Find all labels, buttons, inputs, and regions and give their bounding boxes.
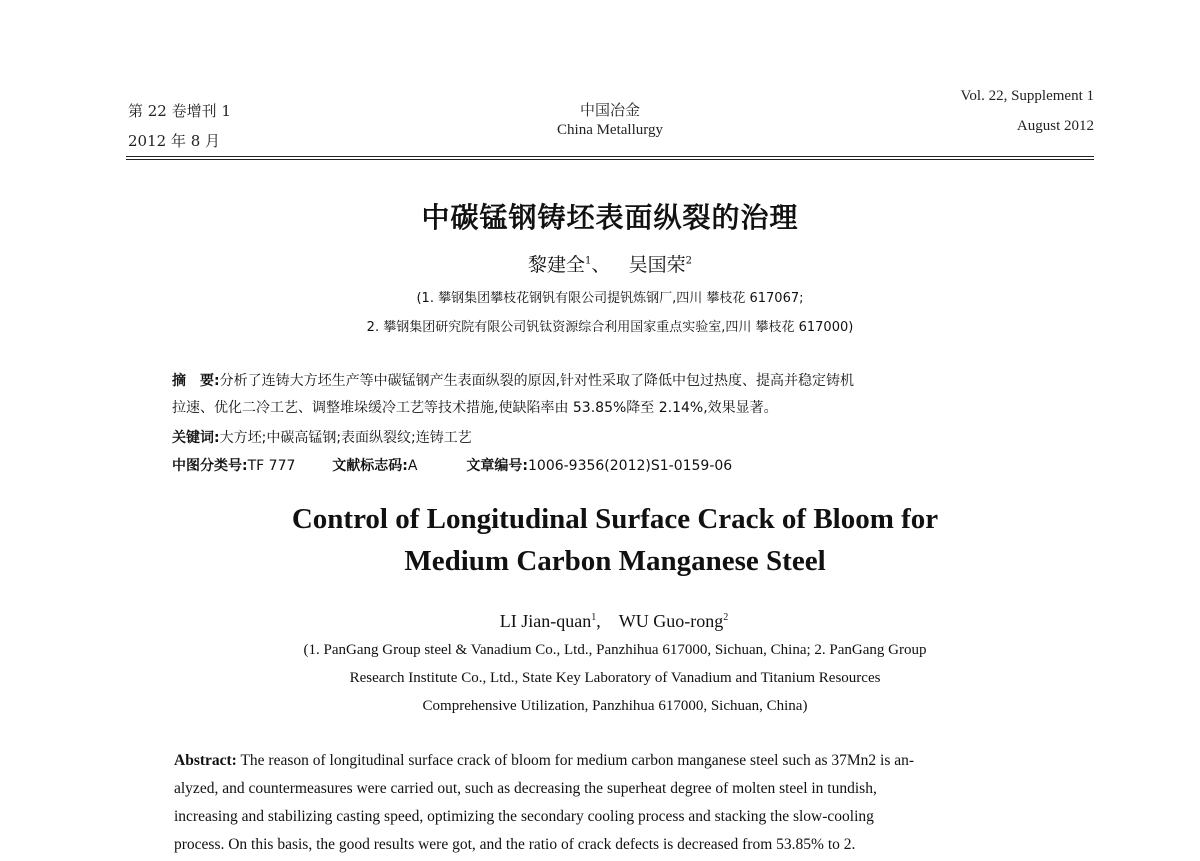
affiliation-mark: 2 [685,255,692,267]
header-rule-bottom [126,159,1094,160]
affiliation-mark: 1 [585,255,592,267]
abstract-cn-line: 拉速、优化二冷工艺、调整堆垛缓冷工艺等技术措施,使缺陷率由 53.85%降至 2.14%,效果显著。 [172,400,778,416]
author-list-cn [0,250,1200,277]
affiliation-mark: 2 [723,612,729,623]
affiliation-en-line: Comprehensive Utilization, Panzhihua 617000, Sichuan, China) [422,698,808,714]
keywords-cn-label: 关键词: [172,430,220,446]
journal-name-cn: 中国冶金 [579,101,640,119]
keywords-cn [172,427,1062,447]
abstract-cn-label: 摘 要: [172,373,220,389]
abstract-en-line: alyzed, and countermeasures were carried out, such as decreasing the superheat degree of molten steel in tundish, [174,780,877,797]
affiliation-en-line: Research Institute Co., Ltd., State Key Laboratory of Vanadium and Titanium Resources [349,670,881,686]
paper-title-cn: 中碳锰钢铸坯表面纵裂的治理 [421,201,799,234]
volume-issue-en: Vol. 22, Supplement 1 [960,88,1094,104]
article-number-value: 1006-9356(2012)S1-0159-06 [528,458,733,474]
volume-issue-cn: 第 22 卷增刊 1 [128,102,231,120]
affiliation-cn-line: 2. 攀钢集团研究院有限公司钒钛资源综合利用国家重点实验室,四川 攀枝花 617000) [366,320,854,335]
abstract-en-label: Abstract: [174,752,237,769]
journal-name-en: China Metallurgy [557,122,663,138]
author-separator: 、 [591,254,611,276]
header-rule-top [126,156,1094,157]
author-list-en [0,611,1200,632]
paper-title-en-line: Medium Carbon Manganese Steel [404,545,826,577]
author-name: WU Guo-rong [618,611,724,631]
affiliation-en-line: (1. PanGang Group steel & Vanadium Co., Ltd., Panzhihua 617000, Sichuan, China; 2. PanGang Group [303,642,927,658]
doc-code-label: 文献标志码: [332,458,408,474]
abstract-cn-line [172,370,1062,390]
author-name: 黎建全 [528,254,586,276]
doc-code-value: A [407,458,418,474]
clc-label: 中图分类号: [172,458,248,474]
date-en: August 2012 [1016,118,1094,134]
clc-value: TF 777 [247,458,296,474]
abstract-en-line: increasing and stabilizing casting speed, optimizing the secondary cooling process and stacking the slow-cooling [174,808,874,825]
abstract-en-line [174,752,914,770]
author-name: LI Jian-quan [499,611,592,631]
article-number-label: 文章编号: [466,458,528,474]
abstract-cn-text: 分析了连铸大方坯生产等中碳锰钢产生表面纵裂的原因,针对性采取了降低中包过热度、提高并稳定铸机 [219,373,855,389]
author-name: 吴国荣 [628,254,686,276]
paper-title-en-line: Control of Longitudinal Surface Crack of Bloom for [291,503,939,535]
date-cn: 2012 年 8 月 [128,132,221,150]
keywords-cn-text: 大方坯;中碳高锰钢;表面纵裂纹;连铸工艺 [219,430,472,446]
affiliation-cn-line: (1. 攀钢集团攀枝花钢钒有限公司提钒炼钢厂,四川 攀枝花 617067; [416,291,804,306]
affiliation-mark: 1 [591,612,597,623]
abstract-en-text: The reason of longitudinal surface crack of bloom for medium carbon manganese steel such as 37Mn2 is an- [240,752,915,769]
author-separator: , [596,611,601,631]
classification-line [172,455,1062,475]
abstract-en-line: process. On this basis, the good results were got, and the ratio of crack defects is decreased from 53.85% to 2. [174,836,856,853]
